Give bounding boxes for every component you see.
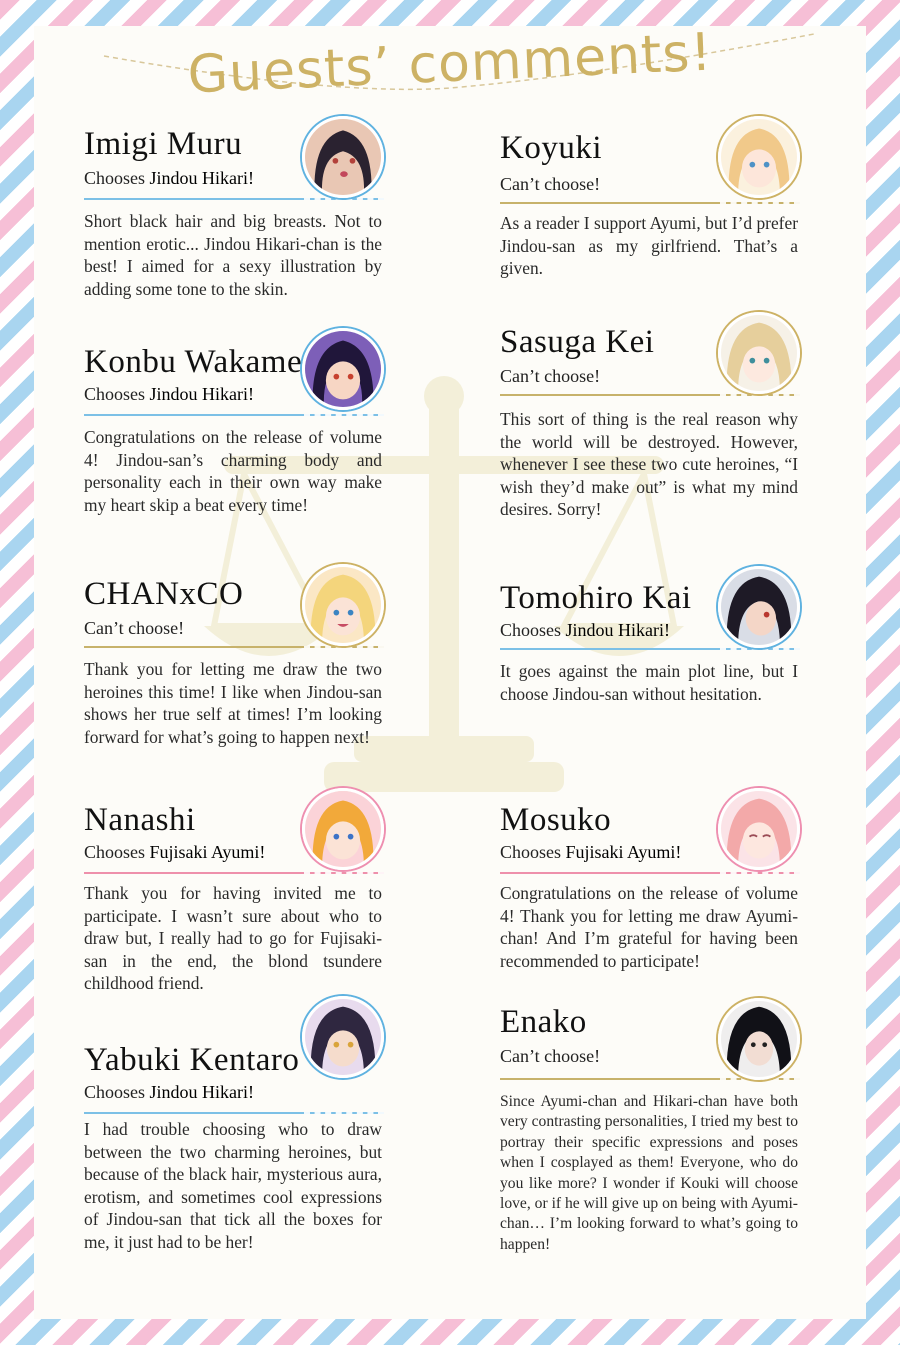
guest-choice: Can’t choose!: [500, 1046, 601, 1066]
guest-choice: Chooses Fujisaki Ayumi!: [84, 842, 266, 862]
divider: [500, 648, 800, 650]
divider: [500, 872, 800, 874]
divider: [84, 414, 384, 416]
divider: [84, 872, 384, 874]
guest-choice: Chooses Jindou Hikari!: [84, 384, 254, 404]
guest-choice: Can’t choose!: [500, 366, 601, 386]
guest-avatar: [302, 116, 384, 198]
guest-avatar: [718, 566, 800, 648]
guest-comment: It goes against the main plot line, but I choose Jindou-san without hesitation.: [500, 661, 798, 704]
guest-name: Konbu Wakame: [84, 344, 303, 380]
page-title: Guests’ comments!: [186, 22, 714, 106]
page-paper: [34, 22, 866, 1319]
divider: [500, 202, 800, 204]
guest-comment: Congratulations on the release of volume 4! Jindou-san’s charming body and personality each in their own way make my heart skip a beat every time!: [84, 427, 382, 515]
guest-comment: As a reader I support Ayumi, but I’d prefer Jindou-san as my girlfriend. That’s a given.: [500, 213, 798, 279]
guest-comment: Thank you for having invited me to participate. I wasn’t sure about who to draw but, I really had to go for Fujisaki-san in the end, the blond tsundere childhood friend.: [84, 883, 382, 994]
guest-name: Sasuga Kei: [500, 324, 655, 360]
guest-choice: Chooses Jindou Hikari!: [84, 168, 254, 188]
guest-comment: Short black hair and big breasts. Not to mention erotic... Jindou Hikari-chan is the best! I aimed for a sexy illustration by adding some tone to the skin.: [84, 211, 382, 299]
guest-avatar: [302, 564, 384, 646]
guest-avatar: [302, 328, 384, 410]
divider: [84, 198, 384, 200]
guest-comment: Thank you for letting me draw the two heroines this time! I like when Jindou-san shows her true self at times! I’m looking forward for what’s going to happen next!: [84, 659, 382, 747]
guest-avatar: [718, 788, 800, 870]
guest-name: Mosuko: [500, 802, 612, 838]
guest-avatar: [302, 788, 384, 870]
guest-choice: Can’t choose!: [500, 174, 601, 194]
guest-choice: Can’t choose!: [84, 618, 185, 638]
guest-choice: Chooses Fujisaki Ayumi!: [500, 842, 682, 862]
guest-comment: Since Ayumi-chan and Hikari-chan have both very contrasting personalities, I tried my best to portray their specific expressions and poses when I cosplayed as them! Everyone, who do you like more? I wonder if Kouki will choose love, or if he will give up on being with Ayumi-chan… I’m looking forward to what’s going to happen!: [500, 1093, 798, 1253]
guest-name: Koyuki: [500, 130, 602, 166]
guest-comment: This sort of thing is the real reason why the world will be destroyed. However, whenever I see these two cute heroines, “I wish they’d make out” is what my mind desires. Sorry!: [500, 409, 798, 520]
guest-avatar: [718, 998, 800, 1080]
guest-name: Yabuki Kentaro: [84, 1042, 300, 1078]
guest-name: Enako: [500, 1004, 587, 1040]
guest-avatar: [718, 312, 800, 394]
divider: [84, 646, 384, 648]
guest-choice: Chooses Jindou Hikari!: [84, 1082, 254, 1102]
guest-avatar: [718, 116, 800, 198]
guest-choice: Chooses Jindou Hikari!: [500, 620, 670, 640]
divider: [500, 394, 800, 396]
guest-comment: Congratulations on the release of volume 4! Thank you for letting me draw Ayumi-chan! And I’m grateful for having been recommended to participate!: [500, 883, 798, 971]
guest-name: Nanashi: [84, 802, 196, 838]
guest-name: CHANxCO: [84, 576, 244, 612]
guest-name: Imigi Muru: [84, 126, 243, 162]
guest-avatar: [302, 996, 384, 1078]
guest-comment: I had trouble choosing who to draw between the two charming heroines, but because of the black hair, mysterious aura, erotism, and sometimes cool expressions of Jindou-san that tick all the boxes for me, it just had to be her!: [84, 1119, 382, 1252]
divider: [84, 1112, 384, 1114]
guest-name: Tomohiro Kai: [500, 580, 692, 616]
